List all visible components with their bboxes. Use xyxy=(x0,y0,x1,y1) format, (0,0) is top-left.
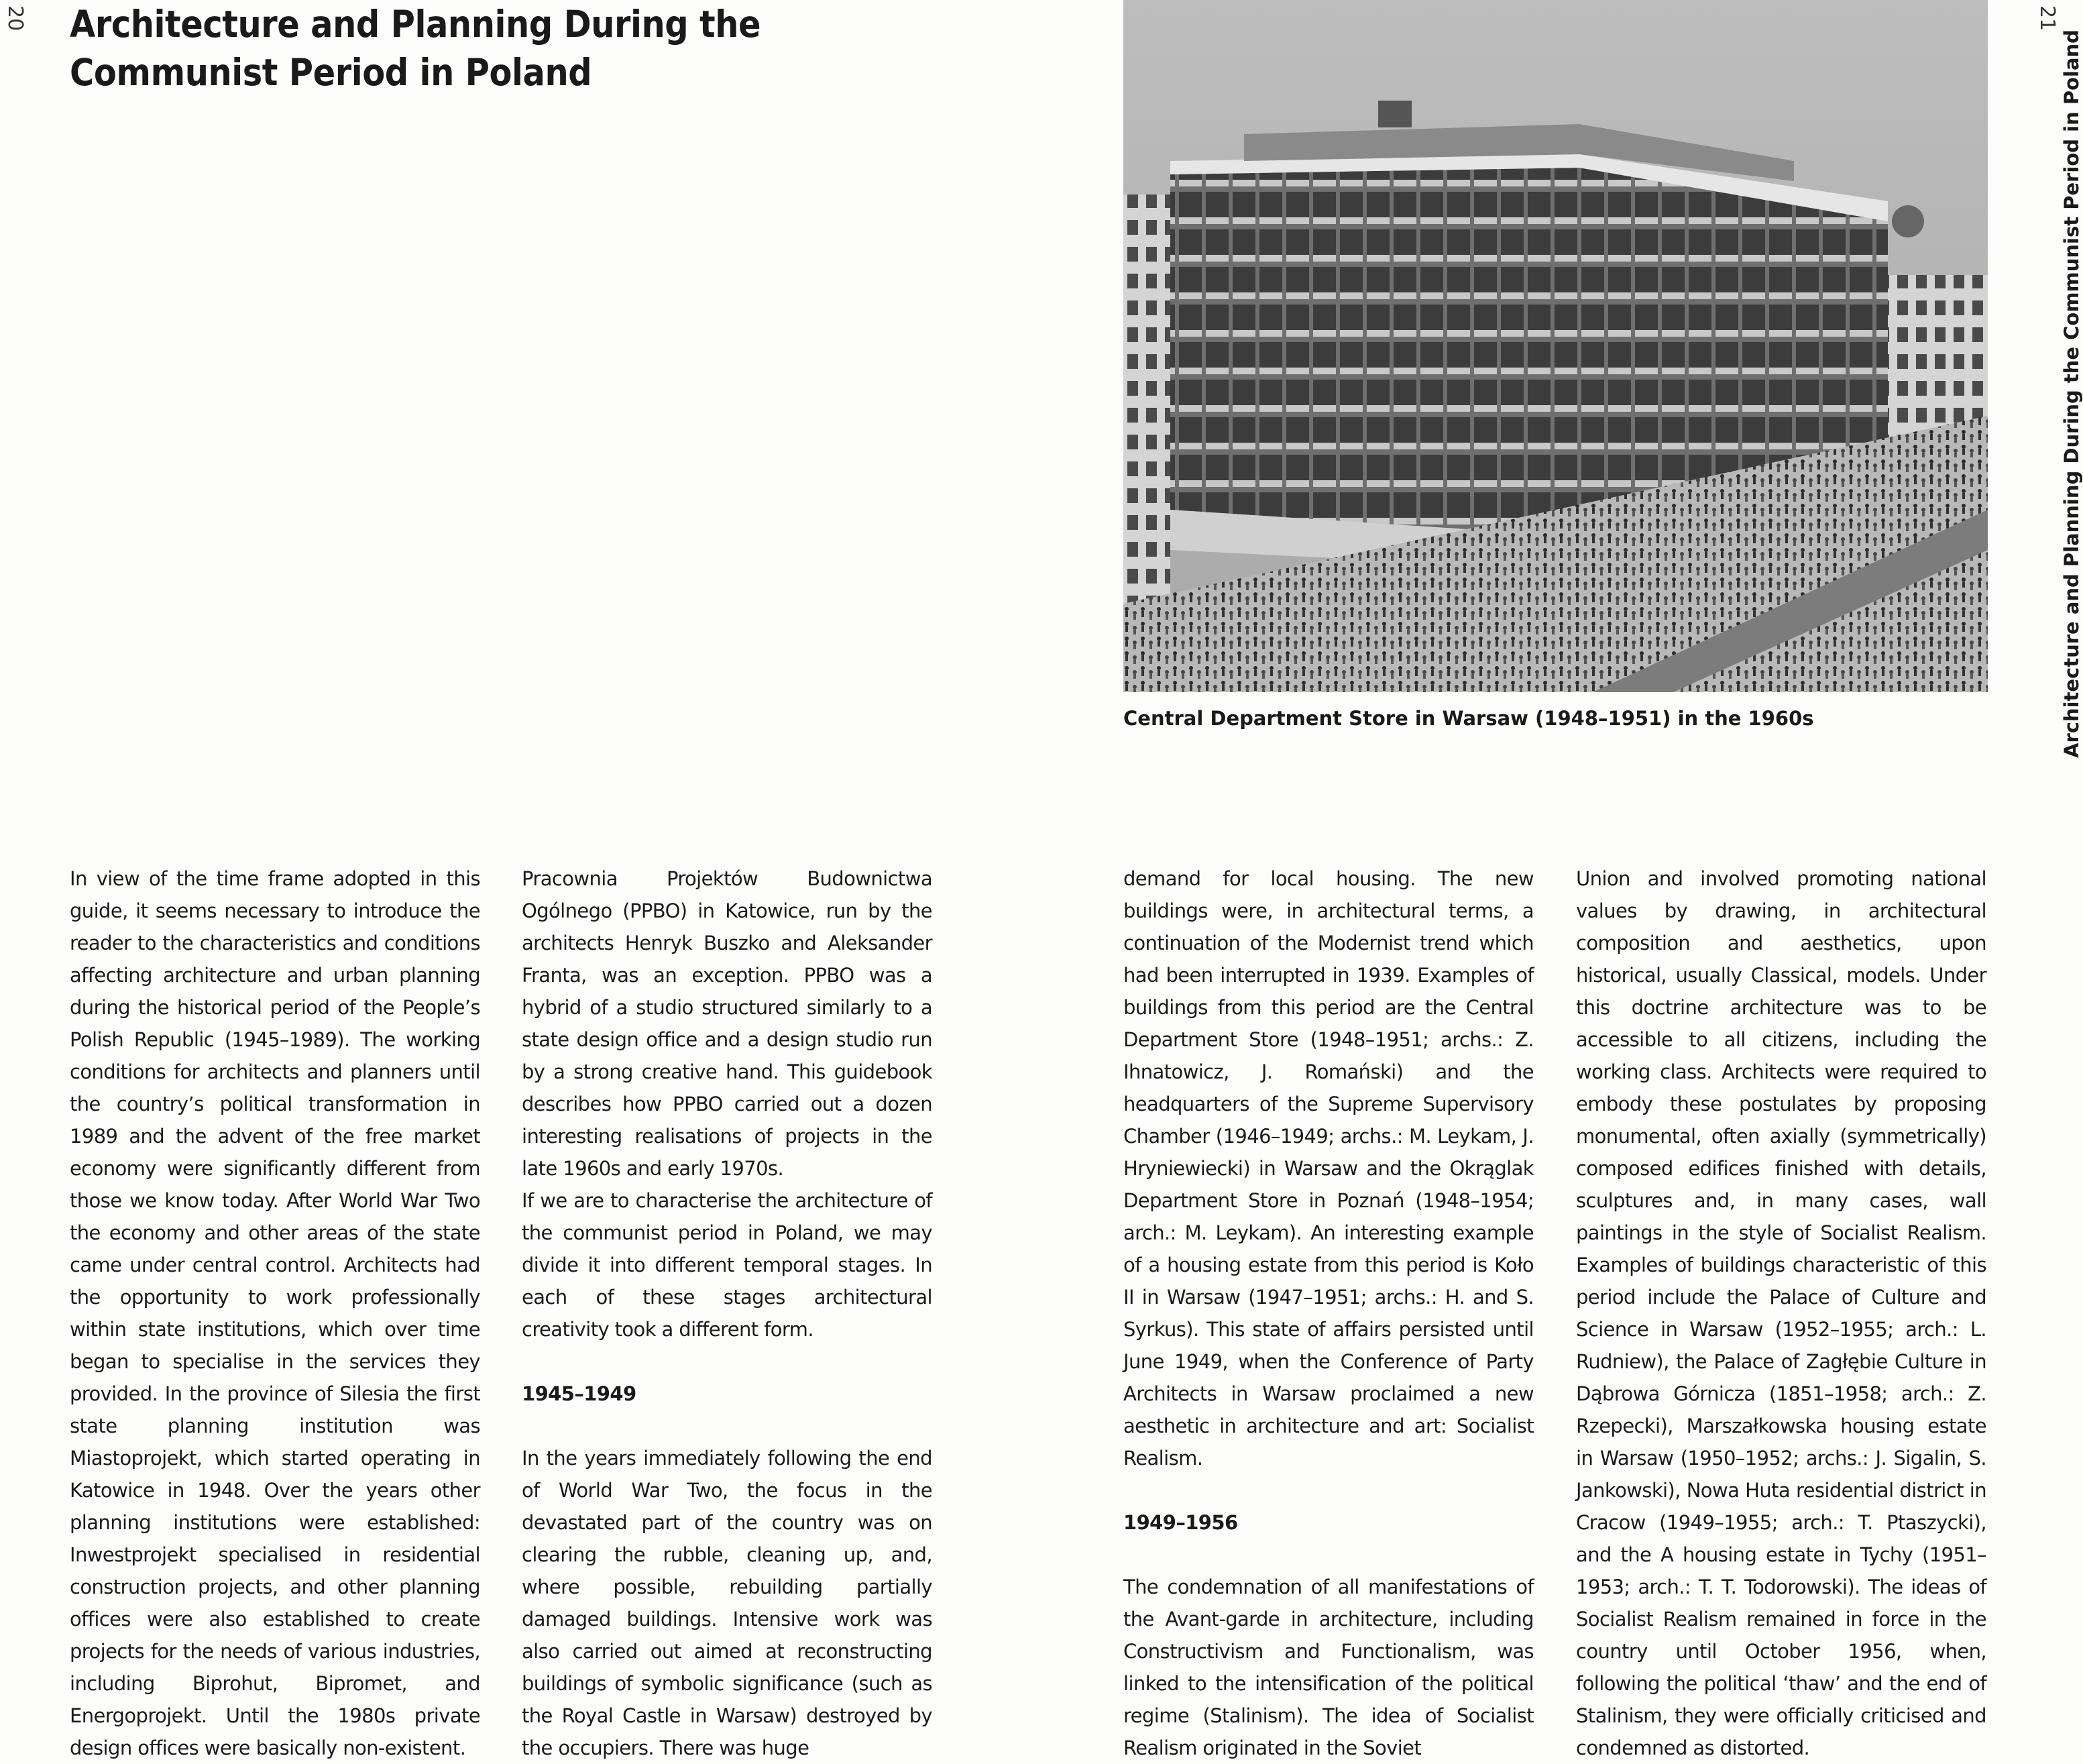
page-number-right: 21 xyxy=(2035,5,2059,32)
text-column-4 xyxy=(1576,863,1986,1764)
chapter-title: Architecture and Planning During the Communist Period in Poland xyxy=(70,3,761,94)
paragraph: Pracownia Projektów Budownictwa Ogólnego (PPBO) in Katowice, run by the architects Henryk Buszko and Aleksander Franta, was an exception. PPBO was a hybrid of a studio structured similarly to a state design office and a design studio run by a strong creative hand. This guidebook describes how PPBO carried out a dozen interesting realisations of projects in the late 1960s and early 1970s. xyxy=(522,867,932,1180)
department-store-illustration xyxy=(1123,0,1988,692)
paragraph: If we are to characterise the architecture of the communist period in Poland, we may divide it into different temporal stages. In each of these stages architectural creativity took a different form. xyxy=(522,1189,932,1341)
paragraph: In the years immediately following the end of World War Two, the focus in the devastated part of the country was on clearing the rubble, cleaning up, and, where possible, rebuilding partially damaged buildings. Intensive work was also carried out aimed at reconstructing buildings of symbolic significance (such as the Royal Castle in Warsaw) destroyed by the occupiers. There was huge xyxy=(522,1447,932,1759)
running-head: Architecture and Planning During the Communist Period in Poland xyxy=(2060,30,2083,758)
department-store-photo xyxy=(1123,0,1988,692)
section-heading: 1949–1956 xyxy=(1123,1511,1238,1534)
text-column-1 xyxy=(70,863,480,1764)
text-column-2 xyxy=(522,863,932,1764)
paragraph: Union and involved promoting national values by drawing, in architectural composition and aesthetics, upon historical, usually Classical, models. Under this doctrine architecture was to be accessible to all citizens, including the working class. Architects were required to embody these postulates by proposing monumental, often axially (symmetrically) composed edifices finished with details, sculptures and, in many cases, wall paintings in the style of Socialist Realism. Examples of buildings characteristic of this period include the Palace of Culture and Science in Warsaw (1952–1955; arch.: L. Rudniew), the Palace of Zagłębie Culture in Dąbrowa Górnicza (1851–1958; arch.: Z. Rzepecki), Marszałkowska housing estate in Warsaw (1950–1952; archs.: J. Sigalin, S. Jankowski), Nowa Huta residential district in Cracow (1949–1955; arch.: T. Ptaszycki), and the A housing estate in Tychy (1951–1953; arch.: T. T. Todorowski). The ideas of Socialist Realism remained in force in the country until October 1956, when, following the political ‘thaw’ and the end of Stalinism, they were officially criticised and condemned as distorted. xyxy=(1576,867,1986,1759)
paragraph: In view of the time frame adopted in this guide, it seems necessary to introduce the reader to the characteristics and conditions affecting architecture and urban planning during the historical period of the People’s Polish Republic (1945–1989). The working conditions for architects and planners until the country’s political transformation in 1989 and the advent of the free market economy were significantly different from those we know today. After World War Two the economy and other areas of the state came under central control. Architects had the opportunity to work professionally within state institutions, which over time began to specialise in the services they provided. In the province of Silesia the first state planning institution was Miastoprojekt, which started operating in Katowice in 1948. Over the years other planning institutions were established: Inwestprojekt specialised in residential construction projects, and other planning offices were also established to create projects for the needs of various industries, including Biprohut, Bipromet, and Energoprojekt. Until the 1980s private design offices were basically non-existent. xyxy=(70,867,480,1759)
photo-caption: Central Department Store in Warsaw (1948–1951) in the 1960s xyxy=(1123,707,1814,730)
paragraph: demand for local housing. The new buildings were, in architectural terms, a continuation of the Modernist trend which had been interrupted in 1939. Examples of buildings from this period are the Central Department Store (1948–1951; archs.: Z. Ihnatowicz, J. Romański) and the headquarters of the Supreme Supervisory Chamber (1946–1949; archs.: M. Leykam, J. Hryniewiecki) in Warsaw and the Okrąglak Department Store in Poznań (1948–1954; arch.: M. Leykam). An interesting example of a housing estate from this period is Koło II in Warsaw (1947–1951; archs.: H. and S. Syrkus). This state of affairs persisted until June 1949, when the Conference of Party Architects in Warsaw proclaimed a new aesthetic in architecture and art: Socialist Realism. xyxy=(1123,867,1534,1470)
text-column-3 xyxy=(1123,863,1534,1764)
page-number-left: 20 xyxy=(3,5,27,32)
section-heading: 1945–1949 xyxy=(522,1382,636,1405)
paragraph: The condemnation of all manifestations of the Avant-garde in architecture, including Constructivism and Functionalism, was linked to the intensification of the political regime (Stalinism). The idea of Socialist Realism originated in the Soviet xyxy=(1123,1576,1534,1759)
